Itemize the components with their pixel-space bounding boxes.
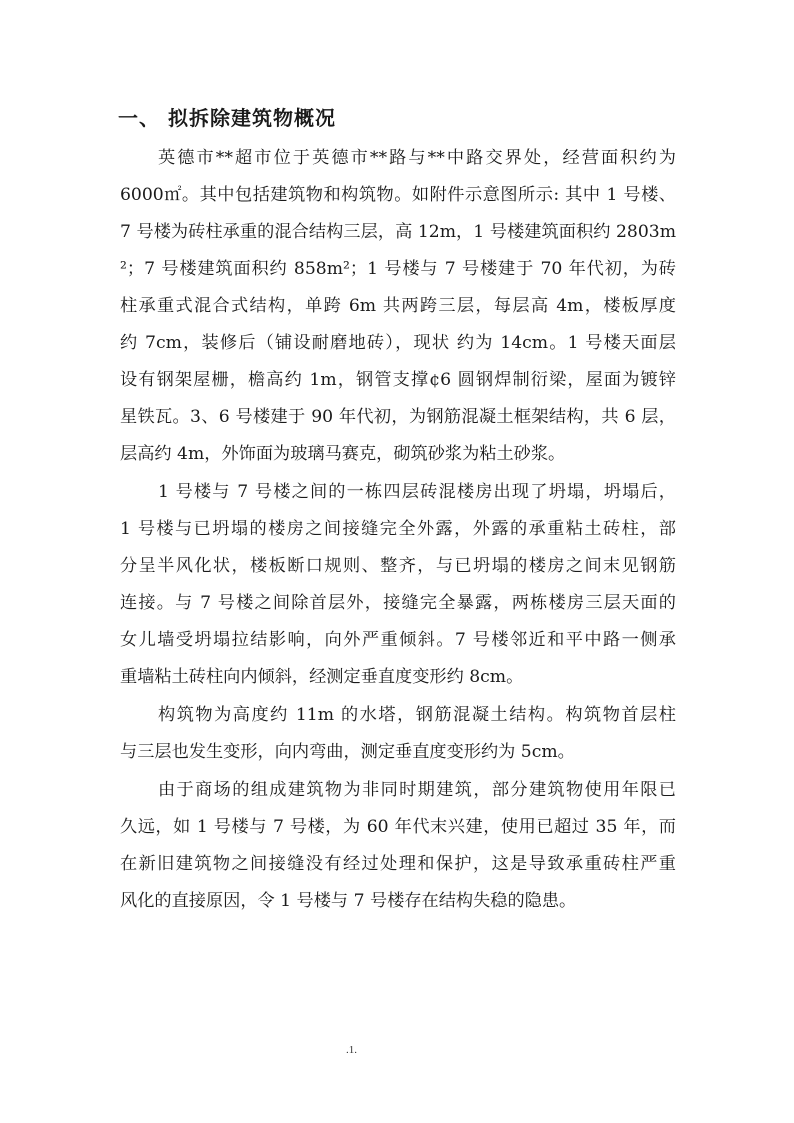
paragraph-4-line-4: 风化的直接原因，令 1 号楼与 7 号楼存在结构失稳的隐患。 (120, 891, 577, 911)
paragraph-2-line-2: 1 号楼与已坍塌的楼房之间接缝完全外露，外露的承重粘土砖柱，部 (120, 519, 676, 539)
paragraph-1-line-9: 层高约 4m，外饰面为玻璃马赛克，砌筑砂浆为粘土砂浆。 (120, 444, 566, 464)
paragraph-3-line-2: 与三层也发生变形，向内弯曲，测定垂直度变形约为 5cm。 (120, 742, 575, 762)
paragraph-1-line-1: 英德市**超市位于英德市**路与**中路交界处，经营面积约为 (158, 148, 676, 168)
paragraph-1-line-5: 柱承重式混合式结构，单跨 6m 共两跨三层，每层高 4m，楼板厚度 (120, 296, 676, 316)
paragraph-1-line-3: 7 号楼为砖柱承重的混合结构三层，高 12m，1 号楼建筑面积约 2803m (120, 222, 676, 242)
paragraph-2-line-3: 分呈半风化状，楼板断口规则、整齐，与已坍塌的楼房之间末见钢筋 (120, 556, 676, 576)
paragraph-2-line-6: 重墙粘土砖柱向内倾斜，经测定垂直度变形约 8cm。 (120, 667, 524, 687)
paragraph-2-line-1: 1 号楼与 7 号楼之间的一栋四层砖混楼房出现了坍塌，坍塌后， (158, 482, 676, 502)
paragraph-1-line-7: 设有钢架屋栅，檐高约 1m，钢管支撑¢6 圆钢焊制衍梁，屋面为镀锌 (120, 370, 676, 390)
paragraph-4-line-3: 在新旧建筑物之间接缝没有经过处理和保护，这是导致承重砖柱严重 (120, 854, 676, 874)
paragraph-1-line-8: 星铁瓦。3、6 号楼建于 90 年代初，为钢筋混凝土框架结构，共 6 层， (120, 407, 676, 427)
paragraph-2-line-4: 连接。与 7 号楼之间除首层外，接缝完全暴露，两栋楼房三层天面的 (120, 593, 676, 613)
paragraph-4-line-2: 久远，如 1 号楼与 7 号楼，为 60 年代末兴建，使用已超过 35 年，而 (120, 817, 676, 837)
paragraph-1-line-2: 6000㎡。其中包括建筑物和构筑物。如附件示意图所示: 其中 1 号楼、 (120, 185, 676, 205)
paragraph-4-line-1: 由于商场的组成建筑物为非同时期建筑，部分建筑物使用年限已 (158, 780, 676, 800)
paragraph-3-line-1: 构筑物为高度约 11m 的水塔，钢筋混凝土结构。构筑物首层柱 (158, 705, 676, 725)
paragraph-1-line-4: ²；7 号楼建筑面积约 858m²；1 号楼与 7 号楼建于 70 年代初，为砖 (120, 259, 676, 279)
section-heading: 一、 拟拆除建筑物概况 (118, 106, 336, 130)
paragraph-1-line-6: 约 7cm，装修后（铺设耐磨地砖），现状 约为 14cm。1 号楼天面层 (120, 333, 676, 353)
paragraph-2-line-5: 女儿墙受坍塌拉结影响，向外严重倾斜。7 号楼邻近和平中路一侧承 (120, 630, 676, 650)
page-number: .1. (346, 1044, 357, 1056)
